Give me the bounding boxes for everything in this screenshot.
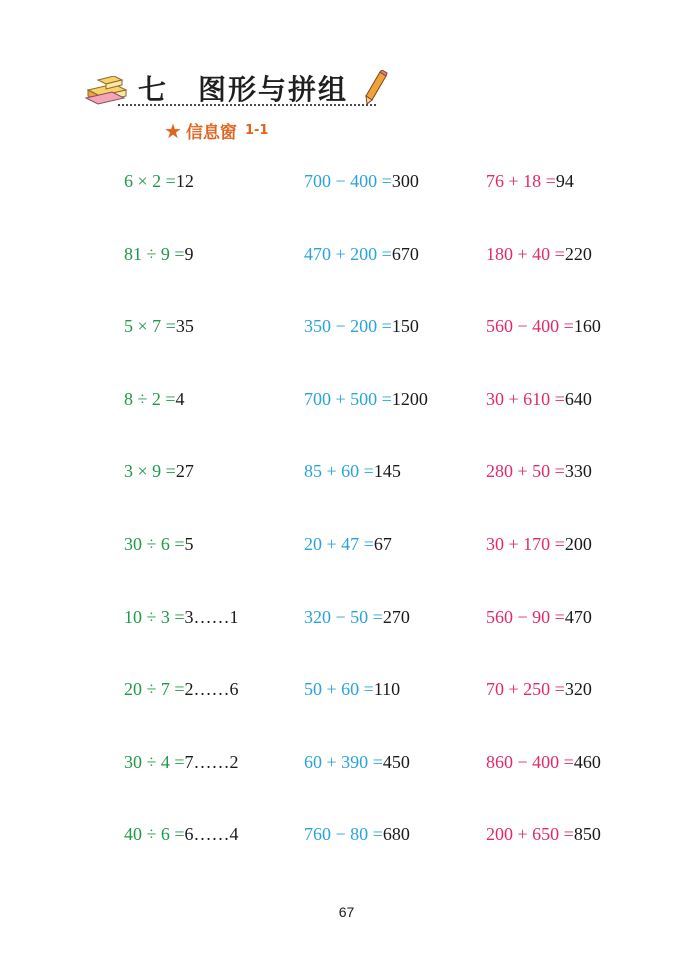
equation-row <box>304 390 428 408</box>
equation-row <box>124 753 239 771</box>
equation-expression: 350 − 200 = <box>304 316 392 337</box>
equation-expression: 6 × 2 = <box>124 171 176 191</box>
equation-expression: 30 + 610 = <box>486 388 565 409</box>
equation-expression: 10 ÷ 3 = <box>124 606 185 627</box>
equation-answer: 460 <box>573 751 601 772</box>
equation-answer: 35 <box>175 316 194 337</box>
equation-row <box>486 245 592 263</box>
equation-row <box>486 753 601 771</box>
equation-answer: 670 <box>391 243 419 264</box>
equation-expression: 320 − 50 = <box>304 606 383 627</box>
equation-expression: 560 − 400 = <box>486 316 574 337</box>
equation-answer: 220 <box>564 243 592 264</box>
equation-row <box>486 317 601 335</box>
equation-expression: 20 ÷ 7 = <box>124 679 185 700</box>
equation-answer: 3……1 <box>184 606 239 627</box>
equation-row <box>486 608 592 626</box>
equation-answer: 150 <box>391 316 419 337</box>
section-label: 信息窗 <box>185 123 237 143</box>
equation-row <box>486 390 592 408</box>
equation-row <box>486 680 592 698</box>
equation-row <box>124 680 239 698</box>
equation-row <box>486 462 592 480</box>
equation-row <box>304 680 400 698</box>
equation-answer: 470 <box>564 606 592 627</box>
equation-row <box>304 535 392 553</box>
equation-expression: 700 − 400 = <box>304 171 392 191</box>
equation-row <box>304 608 410 626</box>
equation-expression: 470 + 200 = <box>304 243 392 264</box>
equation-expression: 700 + 500 = <box>304 388 392 409</box>
equation-answer: 160 <box>573 316 601 337</box>
equation-row <box>486 535 592 553</box>
equation-row <box>304 825 410 843</box>
equation-answer: 850 <box>573 824 601 845</box>
equation-answer: 110 <box>373 679 401 700</box>
page-number: 67 <box>338 904 355 920</box>
equation-row <box>124 390 185 408</box>
equation-answer: 330 <box>564 461 592 482</box>
equation-row <box>486 172 574 190</box>
equation-answer: 7……2 <box>184 751 239 772</box>
equation-answer: 145 <box>373 461 401 482</box>
equation-expression: 30 ÷ 4 = <box>124 751 185 772</box>
equation-answer: 4 <box>175 388 185 409</box>
equation-answer: 9 <box>184 243 194 264</box>
equation-expression: 30 ÷ 6 = <box>124 534 185 554</box>
equation-row <box>304 753 410 771</box>
equation-answer: 67 <box>373 534 392 554</box>
equation-answer: 5 <box>184 534 194 554</box>
equation-expression: 860 − 400 = <box>486 751 574 772</box>
equation-row <box>124 825 239 843</box>
section-number: 1-1 <box>244 123 269 138</box>
equation-answer: 12 <box>175 171 194 191</box>
equation-row <box>304 172 419 190</box>
equation-row <box>124 245 194 263</box>
star-icon: ★ <box>164 118 182 143</box>
equation-expression: 180 + 40 = <box>486 243 565 264</box>
equation-answer: 270 <box>382 606 410 627</box>
equation-expression: 70 + 250 = <box>486 679 565 700</box>
equation-row <box>124 172 194 190</box>
equation-expression: 50 + 60 = <box>304 679 374 700</box>
equation-answer: 320 <box>564 679 592 700</box>
equation-expression: 85 + 60 = <box>304 461 374 482</box>
equation-answer: 94 <box>555 171 574 191</box>
equation-row <box>304 462 401 480</box>
equation-answer: 1200 <box>391 388 428 409</box>
equation-expression: 40 ÷ 6 = <box>124 824 185 845</box>
equation-answer: 27 <box>175 461 194 482</box>
equation-answer: 6……4 <box>184 824 239 845</box>
equation-expression: 76 + 18 = <box>486 171 556 191</box>
equation-expression: 30 + 170 = <box>486 534 565 554</box>
equation-row <box>304 317 419 335</box>
equation-row <box>124 535 194 553</box>
equation-expression: 8 ÷ 2 = <box>124 388 176 409</box>
equation-row <box>486 825 601 843</box>
equation-row <box>124 317 194 335</box>
equation-expression: 3 × 9 = <box>124 461 176 482</box>
equation-expression: 280 + 50 = <box>486 461 565 482</box>
chapter-title-text: 图形与拼组 <box>198 73 349 106</box>
equation-expression: 5 × 7 = <box>124 316 176 337</box>
equation-answer: 450 <box>382 751 410 772</box>
equation-expression: 20 + 47 = <box>304 534 374 554</box>
equation-expression: 760 − 80 = <box>304 824 383 845</box>
chapter-number: 七 <box>138 73 169 106</box>
equation-answer: 2……6 <box>184 679 239 700</box>
equation-expression: 81 ÷ 9 = <box>124 243 185 264</box>
equation-row <box>304 245 419 263</box>
equation-answer: 680 <box>382 824 410 845</box>
equation-answer: 300 <box>391 171 419 191</box>
equation-row <box>124 608 239 626</box>
equation-answer: 200 <box>564 534 592 554</box>
equation-expression: 60 + 390 = <box>304 751 383 772</box>
equation-expression: 560 − 90 = <box>486 606 565 627</box>
equation-answer: 640 <box>564 388 592 409</box>
equation-row <box>124 462 194 480</box>
equation-expression: 200 + 650 = <box>486 824 574 845</box>
